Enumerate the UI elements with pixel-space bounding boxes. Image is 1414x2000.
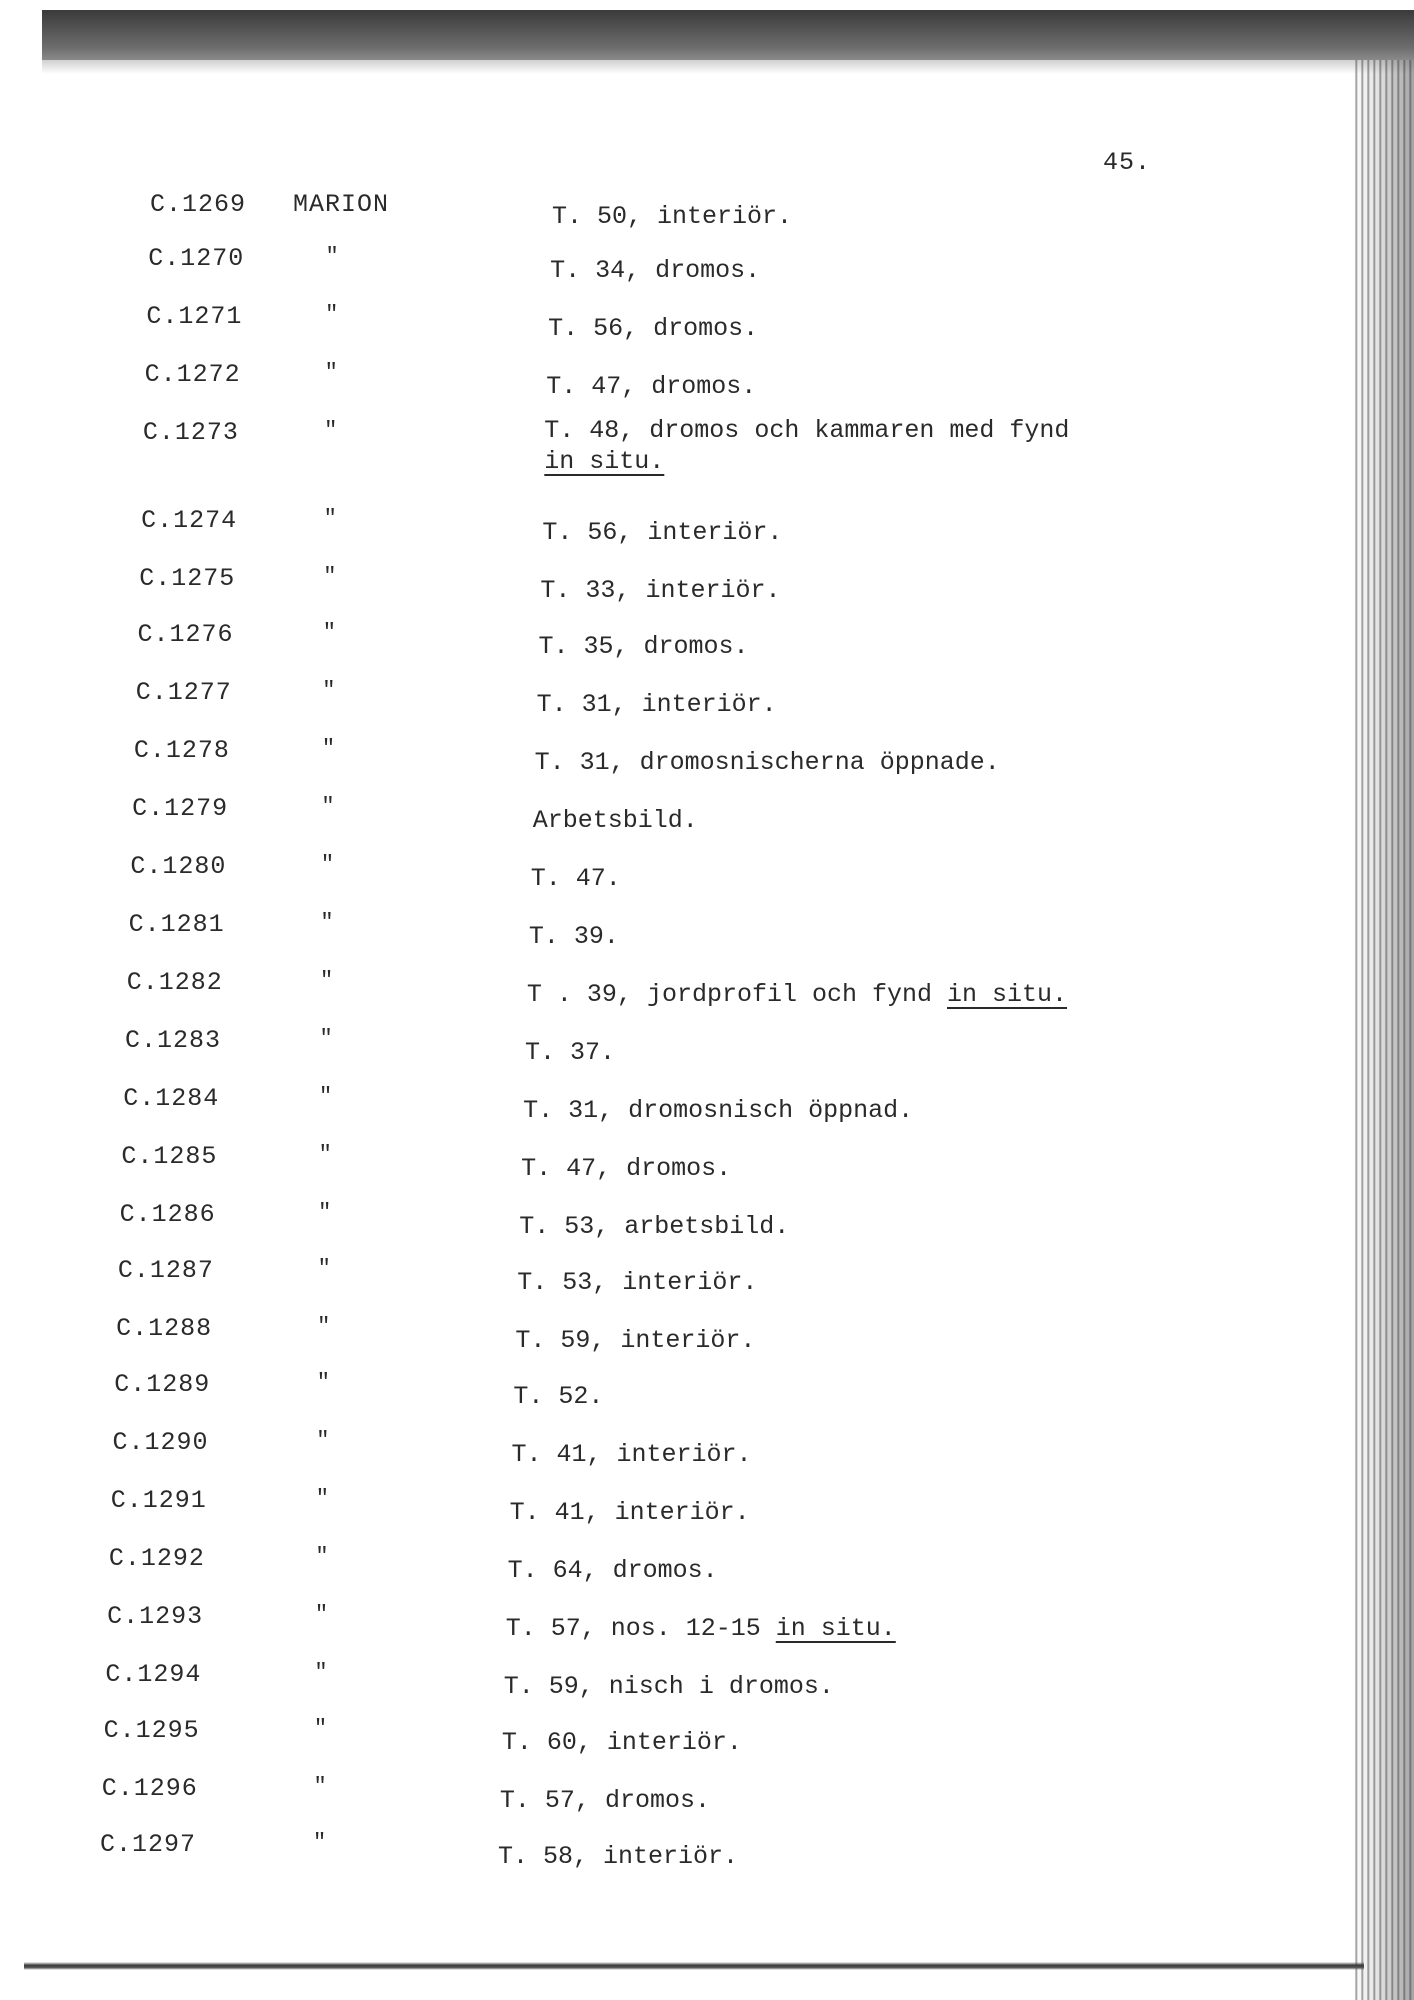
photo-description [552, 202, 792, 231]
list-item [0, 1142, 1414, 1182]
ditto-mark: " [318, 1200, 332, 1225]
photo-number: C.1271 [146, 302, 243, 331]
list-item [0, 1026, 1414, 1066]
page-number: 45. [1103, 148, 1152, 177]
photo-number: C.1294 [105, 1660, 202, 1689]
ditto-mark: " [318, 1142, 332, 1167]
list-item [0, 564, 1414, 604]
list-item [0, 416, 1414, 476]
description-continuation: in situ. [544, 447, 665, 476]
list-item [0, 360, 1414, 400]
description-text: T. 52. [513, 1382, 604, 1411]
list-item [0, 968, 1414, 1008]
description-text: T. 37. [525, 1038, 616, 1067]
description-text: T. 34, dromos. [550, 256, 761, 285]
photo-description [523, 1096, 913, 1125]
list-item [0, 302, 1414, 342]
ditto-mark: " [324, 360, 338, 385]
ditto-mark: " [319, 1084, 333, 1109]
ditto-mark: " [325, 244, 339, 269]
photo-number: C.1284 [123, 1084, 220, 1113]
photo-number: C.1280 [130, 852, 227, 881]
photo-number: C.1286 [119, 1200, 216, 1229]
list-item [0, 1774, 1414, 1814]
ditto-mark: " [323, 506, 337, 531]
ditto-mark: " [319, 968, 334, 993]
list-item [0, 620, 1414, 660]
photo-number: C.1275 [139, 564, 236, 593]
photo-description [539, 632, 749, 661]
description-text: T. 60, interiör. [501, 1728, 742, 1757]
description-text: T. 41, interiör. [511, 1440, 752, 1469]
photo-number: C.1274 [141, 506, 238, 535]
description-text: T. 56, interiör. [542, 518, 783, 547]
ditto-mark: " [316, 1370, 330, 1395]
description-text: T. 31, dromosnischerna öppnade. [534, 748, 1000, 777]
photo-number: C.1277 [135, 678, 232, 707]
ditto-mark: " [315, 1544, 329, 1569]
list-item [0, 736, 1414, 776]
photo-description [550, 256, 760, 285]
ditto-mark: " [321, 794, 335, 819]
ditto-mark: " [313, 1716, 328, 1741]
list-item [0, 852, 1414, 892]
description-text: T . 39, jordprofil och fynd [526, 980, 947, 1009]
ditto-mark: " [324, 418, 338, 443]
list-item [0, 1428, 1414, 1468]
photo-number: C.1289 [114, 1370, 211, 1399]
ditto-mark: " [325, 302, 339, 327]
description-text: T. 31, dromosnisch öppnad. [523, 1096, 914, 1125]
photo-number: C.1285 [121, 1142, 218, 1171]
list-item [0, 794, 1414, 834]
description-text: T. 57, dromos. [499, 1786, 710, 1815]
description-text: T. 59, interiör. [515, 1326, 756, 1355]
ditto-mark: " [314, 1660, 328, 1685]
ditto-mark: " [321, 736, 336, 761]
list-item [0, 190, 1414, 230]
list-item [0, 506, 1414, 546]
photo-description [519, 1212, 789, 1241]
photo-number: C.1296 [101, 1774, 198, 1803]
ditto-mark: " [320, 852, 335, 877]
description-text: T. 48, dromos och kammaren med fynd [544, 416, 1070, 445]
description-text: T. 50, interiör. [552, 202, 793, 231]
ditto-mark: " [320, 910, 334, 935]
ditto-mark: " [314, 1602, 329, 1627]
in-situ-underlined: in situ. [775, 1614, 896, 1643]
scan-bottom-edge [24, 1962, 1364, 1970]
description-text: T. 47, dromos. [521, 1154, 732, 1183]
photo-description [500, 1786, 710, 1815]
description-text: T. 53, interiör. [517, 1268, 758, 1297]
ditto-mark: " [323, 564, 337, 589]
photo-description [512, 1440, 752, 1469]
in-situ-underlined: in situ. [947, 980, 1068, 1009]
description-text: T. 41, interiör. [509, 1498, 750, 1527]
ditto-mark: " [315, 1486, 329, 1511]
description-text: T. 57, nos. 12-15 [505, 1614, 776, 1643]
list-item [0, 1486, 1414, 1526]
photo-number: C.1292 [108, 1544, 205, 1573]
photo-description [502, 1728, 742, 1757]
list-item [0, 678, 1414, 718]
description-text: T. 64, dromos. [507, 1556, 718, 1585]
list-item [0, 1830, 1414, 1870]
photo-description [525, 1038, 615, 1067]
description-text: T. 56, dromos. [548, 314, 759, 343]
photo-number: C.1291 [110, 1486, 207, 1515]
photo-description [506, 1614, 896, 1643]
description-text: T. 53, arbetsbild. [519, 1212, 790, 1241]
ditto-mark: " [316, 1428, 330, 1453]
photo-number: C.1279 [132, 794, 229, 823]
photo-number: C.1269 [150, 190, 247, 219]
photo-number: C.1282 [126, 968, 223, 997]
list-item [0, 244, 1414, 284]
list-item [0, 1256, 1414, 1296]
photo-number: C.1283 [125, 1026, 222, 1055]
photo-number: C.1278 [133, 736, 230, 765]
description-text: T. 33, interiör. [540, 576, 781, 605]
scan-top-edge [42, 10, 1414, 60]
photo-description [542, 518, 782, 547]
photo-number: C.1272 [144, 360, 241, 389]
photo-number: C.1290 [112, 1428, 209, 1457]
list-item [0, 1084, 1414, 1124]
photo-description [531, 864, 621, 893]
description-text: Arbetsbild. [532, 806, 698, 835]
photo-description [535, 748, 1000, 777]
list-item [0, 1602, 1414, 1642]
photo-description [517, 1268, 757, 1297]
list-item [0, 1314, 1414, 1354]
photo-description [521, 1154, 731, 1183]
photo-description [529, 922, 619, 951]
photo-description [510, 1498, 750, 1527]
ditto-mark: " [322, 620, 336, 645]
photo-description [544, 416, 1069, 476]
photo-number: C.1297 [100, 1830, 197, 1859]
photo-number: C.1281 [128, 910, 225, 939]
description-text: T. 39. [528, 922, 619, 951]
list-item [0, 1544, 1414, 1584]
photo-number: C.1276 [137, 620, 234, 649]
photo-description [513, 1382, 603, 1411]
description-text: T. 31, interiör. [536, 690, 777, 719]
ditto-mark: " [322, 678, 336, 703]
list-item [0, 1716, 1414, 1756]
photo-description [540, 576, 780, 605]
list-item [0, 910, 1414, 950]
photo-description [508, 1556, 718, 1585]
photo-number: C.1270 [148, 244, 245, 273]
photo-number: C.1295 [103, 1716, 200, 1745]
description-text: T. 58, interiör. [498, 1842, 739, 1871]
site-name: MARION [293, 190, 390, 219]
list-item [0, 1200, 1414, 1240]
ditto-mark: " [317, 1256, 331, 1281]
photo-number: C.1293 [107, 1602, 204, 1631]
ditto-mark: " [313, 1830, 327, 1855]
ditto-mark: " [317, 1314, 331, 1339]
photo-description [527, 980, 1067, 1009]
photo-description [533, 806, 698, 835]
photo-description [537, 690, 777, 719]
photo-number: C.1288 [116, 1314, 213, 1343]
list-item [0, 1660, 1414, 1700]
photo-number: C.1287 [117, 1256, 214, 1285]
description-text: T. 47, dromos. [546, 372, 757, 401]
photo-number: C.1273 [142, 418, 239, 447]
photo-description [504, 1672, 834, 1701]
description-text: T. 47. [530, 864, 621, 893]
photo-description [546, 372, 756, 401]
description-text: T. 59, nisch i dromos. [503, 1672, 834, 1701]
photo-description [548, 314, 758, 343]
ditto-mark: " [313, 1774, 327, 1799]
description-text: T. 35, dromos. [538, 632, 749, 661]
photo-description [515, 1326, 755, 1355]
list-item [0, 1370, 1414, 1410]
ditto-mark: " [319, 1026, 333, 1051]
photo-description [498, 1842, 738, 1871]
